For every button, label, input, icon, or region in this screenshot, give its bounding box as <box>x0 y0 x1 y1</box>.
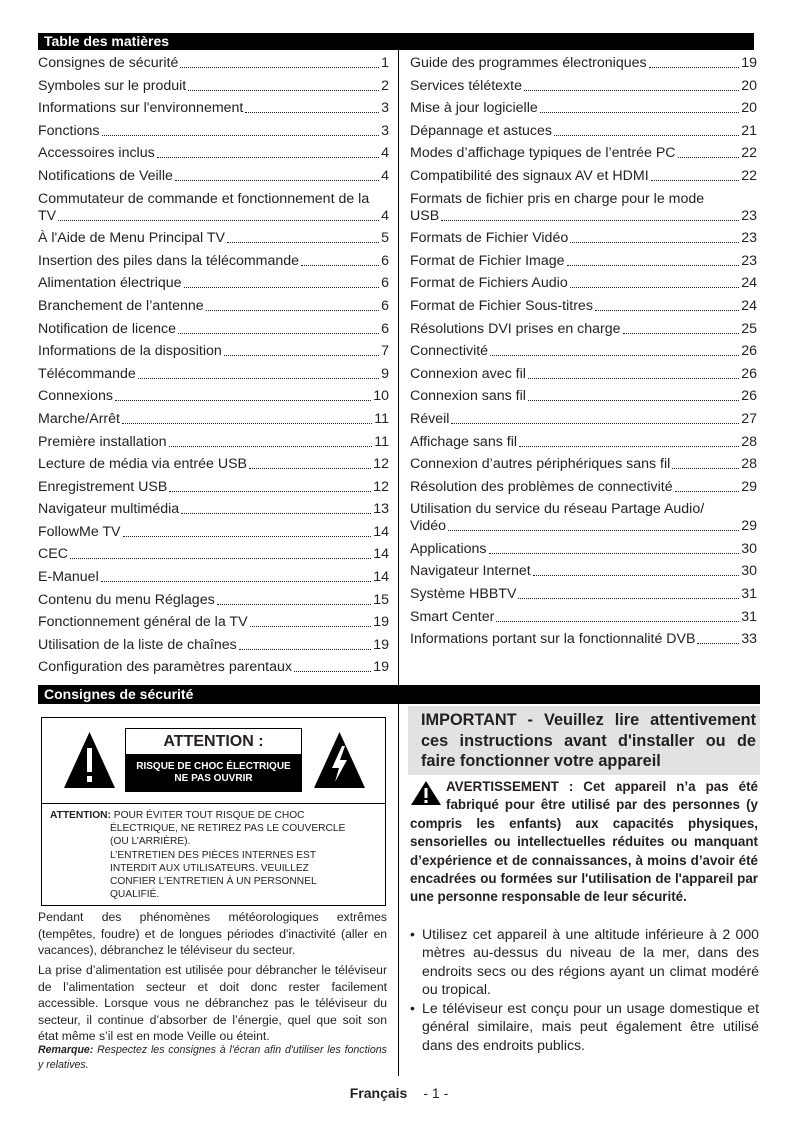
toc-leader-dots <box>224 355 379 356</box>
toc-entry[interactable] <box>410 501 757 535</box>
bullet-text: Utilisez cet appareil à une altitude inférieure à 2 000 mètres au-dessus du niveau de la mer, dans des endroits secs ou des régions ayant un climat modéré ou tropical. <box>422 926 759 998</box>
toc-entry-page: 6 <box>381 320 389 337</box>
toc-entry-title: Accessoires inclus <box>38 145 155 162</box>
toc-entry-title-cont: Vidéo <box>410 518 447 535</box>
toc-entry[interactable] <box>38 321 389 338</box>
toc-entry-page: 26 <box>741 365 757 382</box>
toc-entry[interactable] <box>410 298 757 315</box>
toc-entry-page: 19 <box>741 55 757 71</box>
toc-entry[interactable] <box>410 275 757 292</box>
toc-leader-dots <box>178 333 379 334</box>
toc-entry-title: Lecture de média via entrée USB <box>38 456 247 473</box>
toc-entry[interactable] <box>38 100 389 117</box>
toc-entry[interactable] <box>410 411 757 428</box>
toc-entry[interactable] <box>410 631 757 648</box>
toc-entry-page: 29 <box>741 518 757 535</box>
toc-entry[interactable] <box>410 343 757 360</box>
attention-title: ATTENTION : <box>163 733 264 750</box>
toc-entry-page: 14 <box>373 523 389 540</box>
toc-entry-title: Connexion avec fil <box>410 365 526 382</box>
toc-entry-page: 12 <box>373 478 389 495</box>
toc-header: Table des matières <box>38 33 754 50</box>
footer-language: Français <box>349 1085 408 1101</box>
power-plug-paragraph: La prise d’alimentation est utilisée pour débrancher le téléviseur de l’alimentation secteur et doit donc rester facilement accessible. Lorsque vous ne débranchez pas le téléviseur du secteur, il continue d’absorber de l’énergie, quel que soit son état même s’il est en mode Veille ou éteint. <box>38 963 387 1044</box>
toc-entry-page: 6 <box>381 297 389 314</box>
toc-entry-title: Symboles sur le produit <box>38 77 187 94</box>
toc-entry[interactable] <box>38 298 389 315</box>
column-divider-lower <box>398 704 399 1076</box>
toc-entry-title: Connexions <box>38 388 113 405</box>
attention-subtitle <box>126 754 301 791</box>
attention-text <box>50 809 380 901</box>
toc-entry-title: Résolution des problèmes de connectivité <box>410 478 673 495</box>
toc-entry-title: Informations sur l'environnement <box>38 100 244 117</box>
page-footer <box>0 1085 798 1101</box>
toc-entry[interactable] <box>410 388 757 405</box>
toc-leader-dots <box>245 112 379 113</box>
toc-leader-dots <box>249 468 371 469</box>
footer-page-number: - 1 - <box>423 1085 449 1101</box>
toc-entry-title: Première installation <box>38 433 167 450</box>
toc-leader-dots <box>595 310 739 311</box>
attention-text-line: (OU L’ARRIÈRE). <box>110 836 191 848</box>
toc-entry[interactable] <box>410 253 757 270</box>
toc-left-column <box>38 55 389 682</box>
remark-text: Respectez les consignes à l'écran afin d'utiliser les fonctions y relatives. <box>38 1044 387 1071</box>
toc-entry[interactable] <box>38 55 389 72</box>
toc-entry[interactable] <box>38 191 389 225</box>
toc-entry-page: 14 <box>373 546 389 563</box>
remark-label: Remarque: <box>38 1044 94 1056</box>
toc-leader-dots <box>540 112 739 113</box>
toc-entry-title: Dépannage et astuces <box>410 122 552 139</box>
toc-entry-title: Connexion sans fil <box>410 388 526 405</box>
toc-entry-title: Enregistrement USB <box>38 478 168 495</box>
warning-icon <box>410 780 442 806</box>
electric-shock-icon <box>312 730 367 790</box>
toc-entry-page: 24 <box>741 297 757 314</box>
toc-entry[interactable] <box>410 321 757 338</box>
toc-entry-page: 26 <box>741 388 757 405</box>
attention-text-line: ÉLECTRIQUE, NE RETIREZ PAS LE COUVERCLE <box>110 823 346 835</box>
toc-entry-title: Notifications de Veille <box>38 167 173 184</box>
toc-entry-page: 20 <box>741 77 757 94</box>
toc-entry-title: Branchement de l’antenne <box>38 297 204 314</box>
toc-entry[interactable] <box>38 253 389 270</box>
toc-entry[interactable] <box>38 434 389 451</box>
toc-leader-dots <box>533 575 740 576</box>
toc-entry-title: Format de Fichier Image <box>410 252 565 269</box>
toc-entry-page: 23 <box>741 207 757 224</box>
toc-entry-title: Configuration des paramètres parentaux <box>38 659 292 676</box>
toc-entry[interactable] <box>410 100 757 117</box>
attention-label-box <box>125 728 302 792</box>
attention-text-line: INTERDIT AUX UTILISATEURS. VEUILLEZ <box>110 862 309 874</box>
toc-entry[interactable] <box>410 609 757 626</box>
toc-entry-page: 13 <box>373 501 389 518</box>
toc-leader-dots <box>570 242 739 243</box>
toc-leader-dots <box>239 649 371 650</box>
toc-entry-title: À l'Aide de Menu Principal TV <box>38 230 225 247</box>
toc-entry-page: 19 <box>373 614 389 631</box>
toc-entry[interactable] <box>38 456 389 473</box>
toc-right-column <box>410 55 757 654</box>
toc-entry[interactable] <box>410 145 757 162</box>
toc-entry-page: 33 <box>741 631 757 648</box>
toc-entry-page: 4 <box>381 207 389 224</box>
toc-entry-page: 9 <box>381 365 389 382</box>
toc-entry-page: 3 <box>381 100 389 117</box>
toc-entry-title: Alimentation électrique <box>38 275 182 292</box>
toc-entry[interactable] <box>38 123 389 140</box>
toc-leader-dots <box>451 423 739 424</box>
toc-leader-dots <box>115 400 371 401</box>
toc-leader-dots <box>175 180 379 181</box>
bullet-altitude <box>410 925 759 999</box>
toc-entry-title: Fonctionnement général de la TV <box>38 614 248 631</box>
toc-leader-dots <box>649 67 740 68</box>
toc-entry-title: Connectivité <box>410 343 489 360</box>
toc-leader-dots <box>697 643 739 644</box>
toc-entry[interactable] <box>38 388 389 405</box>
toc-entry[interactable] <box>38 230 389 247</box>
toc-leader-dots <box>570 287 740 288</box>
toc-entry-title: Fonctions <box>38 122 100 139</box>
toc-entry-page: 25 <box>741 320 757 337</box>
toc-entry-title: Navigateur Internet <box>410 563 531 580</box>
toc-entry-title-cont: USB <box>410 207 440 224</box>
toc-leader-dots <box>184 287 380 288</box>
toc-entry[interactable] <box>410 586 757 603</box>
toc-entry[interactable] <box>410 434 757 451</box>
toc-leader-dots <box>294 671 371 672</box>
toc-entry[interactable] <box>38 78 389 95</box>
toc-entry-page: 19 <box>373 659 389 676</box>
toc-leader-dots <box>227 242 379 243</box>
toc-entry[interactable] <box>38 546 389 563</box>
toc-entry[interactable] <box>410 55 757 72</box>
toc-entry-page: 4 <box>381 145 389 162</box>
toc-entry[interactable] <box>38 614 389 631</box>
toc-entry-title: Affichage sans fil <box>410 433 517 450</box>
toc-entry[interactable] <box>38 524 389 541</box>
toc-entry[interactable] <box>410 123 757 140</box>
toc-entry-page: 6 <box>381 252 389 269</box>
toc-leader-dots <box>489 553 740 554</box>
toc-entry-page: 31 <box>741 586 757 603</box>
toc-entry[interactable] <box>38 659 389 676</box>
important-text: IMPORTANT - Veuillez lire attentivement ces instructions avant d'installer ou de faire fonctionner votre appareil <box>421 711 756 771</box>
toc-entry-title: Format de Fichiers Audio <box>410 275 568 292</box>
toc-leader-dots <box>217 604 372 605</box>
bullet-domestic-use <box>410 999 759 1054</box>
safety-header: Consignes de sécurité <box>38 685 760 704</box>
attention-text-label: ATTENTION: <box>50 810 111 821</box>
warning-paragraph <box>410 778 758 907</box>
toc-entry-title: Format de Fichier Sous-titres <box>410 297 593 314</box>
toc-entry[interactable] <box>410 168 757 185</box>
toc-leader-dots <box>675 491 740 492</box>
toc-leader-dots <box>490 355 739 356</box>
toc-entry-title: Résolutions DVI prises en charge <box>410 320 621 337</box>
toc-entry-title-cont: TV <box>38 207 57 224</box>
toc-leader-dots <box>623 333 740 334</box>
toc-entry[interactable] <box>410 366 757 383</box>
toc-entry-page: 23 <box>741 252 757 269</box>
toc-entry[interactable] <box>410 563 757 580</box>
toc-entry-title: Télécommande <box>38 365 136 382</box>
toc-leader-dots <box>70 558 371 559</box>
toc-entry-page: 21 <box>741 122 757 139</box>
toc-entry[interactable] <box>410 479 757 496</box>
toc-entry[interactable] <box>410 191 757 225</box>
attention-sub-line2: NE PAS OUVRIR <box>174 772 253 784</box>
toc-entry[interactable] <box>38 569 389 586</box>
toc-leader-dots <box>123 536 372 537</box>
toc-entry-page: 5 <box>381 230 389 247</box>
toc-entry-title: Formats de fichier pris en charge pour le mode <box>410 190 705 207</box>
toc-entry-title: E-Manuel <box>38 569 99 586</box>
toc-leader-dots <box>441 220 739 221</box>
attention-box <box>41 717 386 906</box>
column-divider <box>398 50 399 685</box>
toc-leader-dots <box>102 135 380 136</box>
toc-entry-page: 28 <box>741 433 757 450</box>
toc-entry[interactable] <box>38 411 389 428</box>
toc-entry-title: Contenu du menu Réglages <box>38 591 215 608</box>
remark-note <box>38 1043 387 1072</box>
bullet-dot: • <box>410 1000 415 1016</box>
toc-leader-dots <box>101 581 371 582</box>
toc-entry-page: 14 <box>373 569 389 586</box>
toc-leader-dots <box>138 378 379 379</box>
toc-leader-dots <box>180 67 379 68</box>
toc-entry-page: 11 <box>374 410 389 427</box>
toc-entry-title: Applications <box>410 540 487 557</box>
toc-leader-dots <box>169 491 371 492</box>
toc-entry[interactable] <box>410 541 757 558</box>
toc-leader-dots <box>678 157 740 158</box>
toc-entry-title: Informations de la disposition <box>38 343 222 360</box>
toc-entry[interactable] <box>410 230 757 247</box>
toc-entry-title: Modes d’affichage typiques de l’entrée PC <box>410 145 676 162</box>
toc-entry-title: Mise à jour logicielle <box>410 100 538 117</box>
toc-entry-page: 22 <box>741 167 757 184</box>
toc-entry-page: 10 <box>373 388 389 405</box>
toc-leader-dots <box>448 530 739 531</box>
toc-entry-page: 30 <box>741 540 757 557</box>
attention-sub-line1: RISQUE DE CHOC ÉLECTRIQUE <box>136 760 291 772</box>
toc-entry[interactable] <box>38 501 389 518</box>
toc-entry[interactable] <box>410 78 757 95</box>
toc-entry[interactable] <box>38 343 389 360</box>
toc-leader-dots <box>58 220 379 221</box>
toc-entry-title: Consignes de sécurité <box>38 55 179 71</box>
toc-entry-title: FollowMe TV <box>38 523 121 540</box>
toc-entry-page: 30 <box>741 563 757 580</box>
toc-leader-dots <box>518 598 739 599</box>
toc-leader-dots <box>157 157 379 158</box>
toc-entry-title: Commutateur de commande et fonctionnement de la <box>38 190 370 207</box>
toc-entry-page: 29 <box>741 478 757 495</box>
attention-text-line: CONFIER L’ENTRETIEN À UN PERSONNEL <box>110 876 317 888</box>
toc-entry-title: Guide des programmes électroniques <box>410 55 647 71</box>
toc-entry-page: 27 <box>741 410 757 427</box>
warning-triangle-icon <box>62 730 117 790</box>
toc-entry-title: Insertion des piles dans la télécommande <box>38 252 300 269</box>
toc-entry[interactable] <box>38 275 389 292</box>
attention-text-line: POUR ÉVITER TOUT RISQUE DE CHOC <box>113 810 305 821</box>
toc-entry-page: 11 <box>374 433 389 450</box>
attention-text-line: L’ENTRETIEN DES PIÈCES INTERNES EST <box>110 849 317 861</box>
toc-entry-page: 23 <box>741 230 757 247</box>
toc-entry-title: Utilisation de la liste de chaînes <box>38 636 237 653</box>
bullet-dot: • <box>410 926 415 942</box>
toc-entry-page: 6 <box>381 275 389 292</box>
attention-text-line: QUALIFIÉ. <box>110 889 160 901</box>
toc-leader-dots <box>524 90 739 91</box>
toc-leader-dots <box>169 446 373 447</box>
toc-entry-page: 22 <box>741 145 757 162</box>
toc-entry-title: Services télétexte <box>410 77 522 94</box>
toc-entry-page: 24 <box>741 275 757 292</box>
toc-leader-dots <box>181 513 371 514</box>
toc-entry-page: 26 <box>741 343 757 360</box>
toc-entry[interactable] <box>38 145 389 162</box>
toc-entry[interactable] <box>38 168 389 185</box>
toc-leader-dots <box>519 446 739 447</box>
toc-leader-dots <box>528 378 739 379</box>
toc-entry-page: 19 <box>373 636 389 653</box>
toc-entry-page: 12 <box>373 456 389 473</box>
toc-entry-title: Réveil <box>410 410 450 427</box>
toc-entry-page: 4 <box>381 167 389 184</box>
toc-entry-title: Formats de Fichier Vidéo <box>410 230 569 247</box>
toc-entry-title: Informations portant sur la fonctionnalité DVB <box>410 631 696 648</box>
toc-entry-title: Marche/Arrêt <box>38 410 120 427</box>
toc-entry[interactable] <box>410 456 757 473</box>
storm-paragraph: Pendant des phénomènes météorologiques extrêmes (tempêtes, foudre) et de longues périodes d'inactivité (aller en vacances), débranchez le téléviseur du secteur. <box>38 910 387 958</box>
toc-entry[interactable] <box>38 479 389 496</box>
toc-entry-page: 7 <box>381 343 389 360</box>
toc-leader-dots <box>206 310 379 311</box>
toc-entry[interactable] <box>38 592 389 609</box>
toc-leader-dots <box>122 423 372 424</box>
toc-entry-title: Notification de licence <box>38 320 177 337</box>
toc-leader-dots <box>528 400 739 401</box>
toc-leader-dots <box>301 265 379 266</box>
toc-entry-title: Compatibilité des signaux AV et HDMI <box>410 167 649 184</box>
important-box <box>408 706 760 775</box>
toc-entry-page: 31 <box>741 608 757 625</box>
toc-entry-title: Système HBBTV <box>410 586 517 603</box>
toc-leader-dots <box>250 626 372 627</box>
toc-entry-page: 15 <box>373 591 389 608</box>
warning-text: AVERTISSEMENT : Cet appareil n’a pas été fabriqué pour être utilisé par des personnes (y compris les enfants) aux capacités physiques, sensorielles ou intellectuelles réduites ou manquant d’expérience et de connaissances, à moins d’avoir été encadrées ou formées sur l'utilisation de l'appareil par une personne responsable de leur sécurité. <box>410 779 758 905</box>
toc-entry[interactable] <box>38 366 389 383</box>
toc-entry-page: 28 <box>741 456 757 473</box>
toc-entry-page: 2 <box>381 77 389 94</box>
bullet-text: Le téléviseur est conçu pour un usage domestique et général similaire, mais peut également être utilisé dans des endroits publics. <box>422 1000 759 1053</box>
toc-entry-title: Navigateur multimédia <box>38 501 180 518</box>
toc-entry-page: 1 <box>381 55 389 71</box>
toc-leader-dots <box>672 468 739 469</box>
toc-leader-dots <box>496 621 739 622</box>
toc-entry-page: 3 <box>381 122 389 139</box>
toc-entry-title: CEC <box>38 546 68 563</box>
toc-leader-dots <box>188 90 379 91</box>
toc-leader-dots <box>554 135 739 136</box>
toc-leader-dots <box>567 265 740 266</box>
toc-leader-dots <box>651 180 740 181</box>
toc-entry-page: 20 <box>741 100 757 117</box>
toc-entry-title: Utilisation du service du réseau Partage Audio/ <box>410 501 705 518</box>
toc-entry-title: Connexion d’autres périphériques sans fil <box>410 456 671 473</box>
toc-entry[interactable] <box>38 637 389 654</box>
toc-entry-title: Smart Center <box>410 608 495 625</box>
